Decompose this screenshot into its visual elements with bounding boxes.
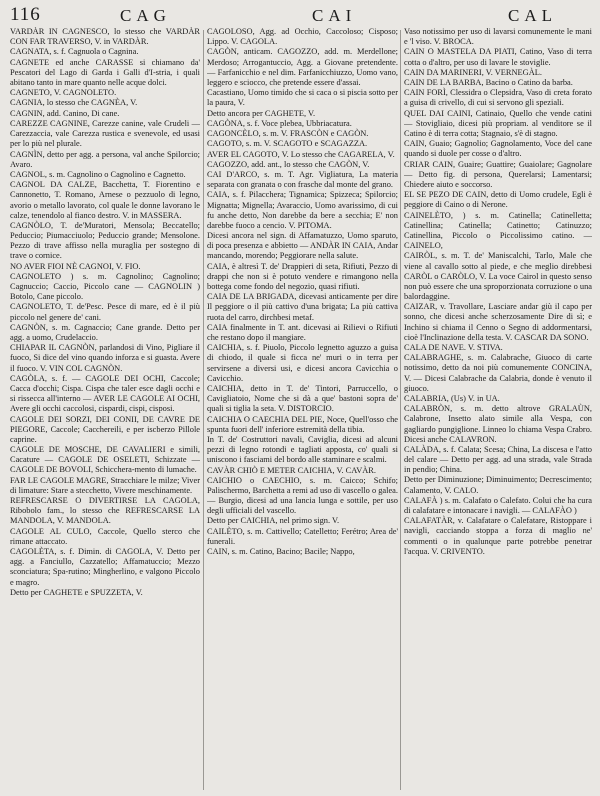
dictionary-entry: CAGÒN, anticam. CAGOZZO, add. m. Merdellone; Merdoso; Arrogantuccio, Agg. a Giovane pretendente. — Farfanicchio e nel dim. Farfanicchiuzzo, Uomo vano, leggero e sciocco, che pretende essere d'assai. — [207, 47, 398, 87]
dictionary-entry: CAGNIN, add. Canino, Di cane. — [10, 108, 120, 118]
dictionary-entry: FAR LE CAGOLE MAGRE, Stracchiare le milze; Viver di limature: Stare a stecchetto, Vivere meschinamente. — [10, 475, 200, 495]
dictionary-entry: CALAFATÀR, v. Calafatare o Calefatare, Ristoppare i navigli, cacciando stoppa a forza di maglio ne' commenti o in qualunque parte potrebbe penetrar l'acqua. V. CRIVENTO. — [404, 516, 592, 556]
dictionary-entry: Vaso notissimo per uso di lavarsi comunemente le mani e 'l viso. V. BROCA. — [404, 27, 592, 47]
dictionary-entry: Detto per Diminuzione; Diminuimento; Decrescimento; Calamento, V. CALO. — [404, 475, 592, 495]
dictionary-entry: CAIA, è altresì T. de' Drappieri di seta, Rifiuti, Pezzo di drappi che non si è potuto vendere e rimangono nella bottega come fondo del negozio, quasi rifiuti. — [207, 261, 398, 292]
dictionary-entry: CAVÀR CHIÒ E METER CAICHIA, V. CAVÀR. — [207, 465, 376, 475]
dictionary-entry: CAICHIA O CAECHIA DEL PIE, Noce, Quell'osso che spunta fuori dell' inferiore estremità della tibia. — [207, 414, 398, 434]
dictionary-entry: CAIN, s. m. Catino, Bacino; Bacile; Nappo, — [207, 547, 355, 557]
dictionary-entry: CALABRAGHE, s. m. Calabrache, Giuoco di carte notissimo, detto da noi più comunemente CONCINA, V. — Dicesi Calabrache da Calabria, donde è venuto il giuoco. — [404, 353, 592, 393]
text-column-left — [10, 27, 200, 792]
dictionary-entry: CRIAR CAIN, Guaire; Guattire; Guaiolare; Gagnolare — Detto fig. di persona, Querelarsi; Lamentarsi; Chiedere aiuto e soccorso. — [404, 159, 592, 189]
dictionary-entry: CAIA finalmente in T. ant. dicevasi ai Rilievi o Rifiuti che restano dopo il mangiare. — [207, 322, 398, 342]
dictionary-entry: CAGNÌN, detto per agg. a persona, val anche Spilorcio; Avaro. — [10, 149, 200, 169]
dictionary-entry: CHIAPAR IL CAGNÒN, parlandosi di Vino, Pigliare il fuoco, Si dice del vino quando inforza e si guasta. Avere il fuoco. V. VIN COL CAGNÒN. — [10, 343, 200, 373]
dictionary-entry: CAGÒLA, s. f. — CAGOLE DEI OCHI, Caccole; Cacca d'occhi; Cispa. Cispa che taler esce dagli occhi e si rissecca all'interno — AVER LE CAGOLE AI OCHI, Avere gli occhi caccolosi, cispardi, cispi, cisposi. — [10, 373, 200, 414]
dictionary-entry: VARDÀR IN CAGNESCO, lo stesso che VARDÀR CON FAR TRAVERSO, V. in VARDÀR. — [10, 27, 200, 47]
dictionary-entry: CAIRÒL, s. m. T. de' Maniscalchi, Tarlo, Male che viene al cavallo sotto al piede, e che meglio direbbesi CARÒL o CARÒLO, V. La voce Cairol in questo senso non può essere che una sproporzionata corruzione o una balordaggine. — [404, 251, 592, 301]
dictionary-entry: CAGNOLETO, T. de'Pesc. Pesce di mare, ed è il più piccolo nel genere de' cani. — [10, 302, 200, 322]
dictionary-entry: CAGNOL DA CALZE, Bacchetta, T. Fiorentino e Cannonetto, T. Romano, Arnese o pezzuolo di legno, avorio o metallo lavorato, col quale le donne lavorano le calze, tenendolo al fianco destro. V. in MASSERA. — [10, 180, 200, 220]
dictionary-entry: CAGNIA, lo stesso che CAGNÈA, V. — [10, 98, 138, 108]
running-head-center: CAI — [312, 6, 357, 25]
dictionary-entry: CAIA DE LA BRIGADA, dicevasi anticamente per dire Il peggiore o il più cattivo d'una brigata; La più cattiva ruota del carro, dirchbesi metaf. — [207, 292, 398, 322]
dictionary-entry: CAGNATA, s. f. Cagnuola o Cagnina. — [10, 47, 139, 57]
dictionary-entry: NO AVER FIOI NÈ CAGNOI, V. FIO. — [10, 261, 141, 271]
dictionary-entry: CAGOLE AL CULO, Caccole, Quello sterco che rimane attaccato. — [10, 526, 200, 546]
dictionary-entry: CAIN DA MARINERI, V. VERNEGÀL. — [404, 67, 542, 77]
dictionary-entry: CAGNOL, s. m. Cagnolino o Cagnolino e Cagnetto. — [10, 169, 186, 179]
text-column-middle — [207, 27, 398, 792]
dictionary-entry: CAGOLE DE MOSCHE, DE CAVALIERI e simili, Cacature — CAGOLE DE OSELETI, Schizzate — CAGOLE DE BOVOLI, Schicchera-mento di lumache. — [10, 445, 200, 475]
dictionary-entry: CALAFÀ ) s. m. Calafato o Calefato. Colui che ha cura di calafatare e intonacare i navigli. — CALAFÀO ) — [404, 495, 592, 516]
dictionary-entry: CAGNETO, V. CAGNOLETO. — [10, 88, 117, 98]
dictionary-entry: CALABRÒN, s. m. detto altrove GRALAÙN, Calabrone, Insetto alato simile alla Vespa, con gagliardo pungiglione. Linneo lo chiama Vespa Crabro. Dicesi anche CALAVRON. — [404, 404, 592, 444]
dictionary-entry: Detto ancora per CAGHETE, V. — [207, 108, 316, 118]
dictionary-entry: Detto per CAGHETE e SPUZZETA, V. — [10, 587, 143, 597]
dictionary-entry: CAILÈTO, s. m. Cattivello; Catelletto; Ferétro; Area de' funerali. — [207, 526, 398, 546]
dictionary-entry: CAICHIA, s. f. Piuolo, Piccolo legnetto aguzzo a guisa di chiodo, il quale si ficca ne' muri o in terra per servirsene a diversi usi, e dicesi ancora Cavicchia o Cavicchio. — [207, 343, 398, 383]
dictionary-entry: CAREZZE CAGNINE, Carezze canine, vale Crudeli — Carezzaccia, vale Carezza rustica e svenevole, ed usasi per lo più nel plurale. — [10, 118, 200, 149]
running-head-right: CAL — [508, 6, 557, 25]
page-number: 116 — [10, 4, 41, 25]
dictionary-entry: CAGOLÈTA, s. f. Dimin. di CAGOLA, V. Detto per agg. a Fanciullo, Cazzatello; Affamatuccio; Mezzo sconciatura; Spa-rutino; Mingherlino, e valgono Piccolo e magro. — [10, 547, 200, 587]
dictionary-entry: REFRESCARSE O DIVERTIRSE LA CAGOLA, Ribobolo fam., lo stesso che REFRESCARSE LA MANDOLA, V. MANDOLA. — [10, 496, 200, 526]
dictionary-entry: CAGÒNA, s. f. Voce plebea, Ubbriacatura. — [207, 118, 352, 128]
dictionary-entry: Cacastiano, Uomo timido che si caca o si piscia sotto per la paura, V. — [207, 88, 398, 108]
dictionary-entry: CAGNETE ed anche CARASSE si chiamano da' Pescatori del Lago di Garda i Galli d'I-stria, i quali abitano tanto in mare quanto nelle acque dolci. — [10, 57, 200, 87]
dictionary-entry: CAIN O MASTELA DA PIATI, Catino, Vaso di terra cotta o d'altro, per uso di lavare le stoviglie. — [404, 47, 592, 67]
dictionary-entry: AVER EL CAGOTO, V. Lo stesso che CAGARELA, V. — [207, 149, 395, 159]
dictionary-entry: CAIA, s. f. Pilacchera; Tignamica; Spizzeca; Spilorcio; Mignatta; Mignella; Avaraccio, Uomo avarissimo, di cui fu anche detto, Non darebbe da bere a secchia; E' non darebbe fuoco a cencio. V. PITOMA. — [207, 190, 398, 230]
text-column-right — [404, 27, 592, 792]
dictionary-entry: CAIN, Guaio; Gagnolio; Gagnolamento, Voce del cane quando si duole per cosse o d'altro. — [404, 139, 592, 159]
dictionary-entry: CAINELÈTO, ) s. m. Catinella; Catinelletta; Catinellina; Catinella; Catinetto; Catinuzzo; Catinellina, Piccolo o Piccolissimo catino. — CAINELO, — [404, 210, 592, 251]
dictionary-entry: CAICHIA, detto in T. de' Tintori, Parruccello, o Cavigliatoio, Nome che si dà a que' bastoni sopra de' quali si tiglia la seta. V. DISTORCIO. — [207, 383, 398, 414]
dictionary-entry: Detto per CAICHIA, nel primo sign. V. — [207, 516, 340, 526]
dictionary-entry: EL SE PEZO DE CAIN, detto di Uomo crudele, Egli è peggiore di Caino o di Nerone. — [404, 190, 592, 210]
dictionary-entry: CALA DE NAVE. V. STIVA. — [404, 342, 503, 352]
dictionary-entry: CAGNÒLO, T. de'Muratori, Mensola; Beccatello; Peduccio; Piumacciuolo; Peduccio grande; Mensolone. Pezzo di trave affisso nella muraglia per sostegno di trave o cornice. — [10, 220, 200, 261]
page-header — [8, 4, 592, 26]
dictionary-entry: CAGNÒN, s. m. Cagnaccio; Cane grande. Detto per agg. a uomo, Crudelaccio. — [10, 322, 200, 342]
dictionary-entry: CAGOTO, s. m. V. SCAGOTO e SCAGAZZA. — [207, 139, 368, 149]
dictionary-entry: Dicesi ancora nel sign. di Affamatuzzo, Uomo sparuto, di poca presenza e abbietto — ANDÀR IN CAIA, Andar mancando, morendo; Peggiorare nella salute. — [207, 231, 398, 261]
column-divider — [203, 30, 204, 790]
dictionary-entry: CAICHIO o CAECHIO, s. m. Caicco; Schifo; Palischermo, Barchetta a remi ad uso di vascello o galea. — Burgio, dicesi ad una lancia lunga e sottile, per uso degli ufficiali del vascello. — [207, 475, 398, 516]
dictionary-entry: CAGNOLETO ) s. m. Cagnolino; Cagnolino; Cagnuccio; Caccio, Piccolo cane — CAGNOLIN ) Botolo, Cane piccolo. — [10, 271, 200, 302]
dictionary-entry: CAIN DE LA BARBA, Bacino o Catino da barba. — [404, 78, 573, 88]
dictionary-entry: CAGOLOSO, Agg. ad Occhio, Caccoloso; Cisposo; Lippo. V. CAGOLA. — [207, 27, 398, 47]
dictionary-entry: CAGOLE DEI SORZI, DEI CONII, DE CAVRE DE PIEGORE, Caccole; Cacchereili, e per iscberzo Pillole caprine. — [10, 414, 200, 444]
dictionary-entry: CALÀDA, s. f. Calata; Scesa; China, La discesa e l'atto del calare — Detto per agg. ad una strada, vale Strada in pendio; China. — [404, 444, 592, 475]
dictionary-entry: In T. de' Costruttori navali, Caviglia, dicesi ad alcuni pezzi di legno rotondi e tagliati apposta, co' quali si uniscono i fasciami del bordo alle staminare e scalmi. — [207, 434, 398, 465]
dictionary-entry: CAI D'ARCO, s. m. T. Agr. Vigliatura, La materia separata con granata o con frasche dal monte del grano. — [207, 170, 398, 190]
dictionary-entry: QUEL DAI CAINI, Catinaio, Quello che vende catini — Stovigliaio, dicesi più propriam. al venditore se il Catino è di terra cotta; Stagnaio, s'è di stagno. — [404, 108, 592, 139]
column-divider — [400, 30, 401, 790]
dictionary-entry: CAIN FORÌ, Clessidra o Clepsidra, Vaso di creta forato a guisa di crivello, di cui si servono gli speziali. — [404, 88, 592, 108]
dictionary-entry: CALABRIA, (Us) V. in UA. — [404, 393, 500, 403]
dictionary-entry: CAGONCÈLO, s. m. V. FRASCÒN e CAGÒN. — [207, 129, 369, 139]
running-head-left: CAG — [120, 6, 171, 25]
dictionary-entry: CAIZAR, v. Travollare, Lasciare andar giù il capo per sonno, che dicesi anche scherzosamente Dire di sì; e Inchino si chiama il Cenno o Segno di addormentarsi, cioè l'Inclinazione della testa. V. CASCAR DA SONO. — [404, 302, 592, 342]
dictionary-entry: CAGOZZO, add. ant., lo stesso che CAGÒN, V. — [207, 159, 370, 169]
